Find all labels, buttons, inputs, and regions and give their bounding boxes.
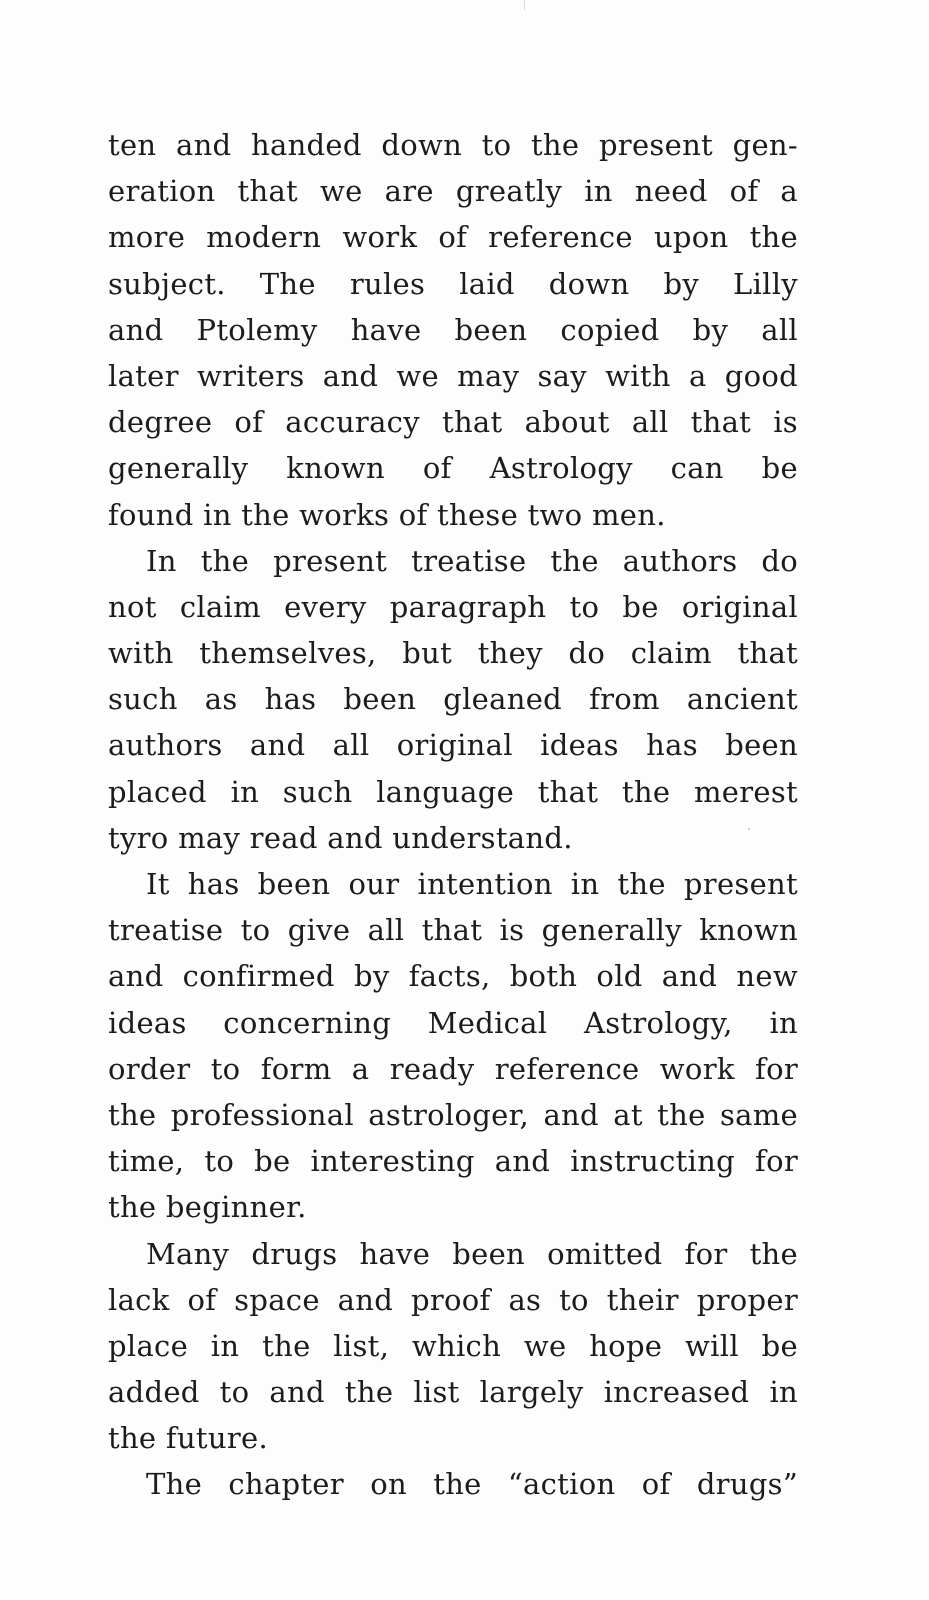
text-line: more modern work of reference upon the — [108, 220, 798, 255]
paragraph-2 — [108, 538, 798, 861]
text-line: degree of accuracy that about all that is — [108, 405, 798, 440]
text-line: added to and the list largely increased in — [108, 1375, 798, 1410]
text-line: place in the list, which we hope will be — [108, 1328, 798, 1363]
text-line: subject. The rules laid down by Lilly — [108, 266, 798, 301]
text-line: found in the works of these two men. — [108, 497, 666, 532]
paragraph-4 — [108, 1231, 798, 1462]
paragraph-5 — [108, 1461, 798, 1507]
text-line: the beginner. — [108, 1190, 307, 1225]
text-line: and Ptolemy have been copied by all — [108, 312, 798, 347]
text-line: the future. — [108, 1421, 268, 1456]
scan-mark — [524, 0, 525, 10]
text-line: later writers and we may say with a good — [108, 358, 798, 393]
text-line: treatise to give all that is generally known — [108, 913, 798, 948]
text-line: tyro may read and understand. — [108, 820, 573, 855]
text-line: generally known of Astrology can be — [108, 451, 798, 486]
paragraph-1 — [108, 122, 798, 538]
text-line: authors and all original ideas has been — [108, 728, 798, 763]
text-line: It has been our intention in the present — [146, 867, 798, 901]
text-line: and confirmed by facts, both old and new — [108, 959, 798, 994]
text-line: with themselves, but they do claim that — [108, 636, 798, 671]
paragraph-3 — [108, 861, 798, 1231]
text-line: order to form a ready reference work for — [108, 1051, 798, 1086]
text-line: not claim every paragraph to be original — [108, 589, 798, 624]
text-line: In the present treatise the authors do — [146, 543, 798, 578]
text-line: The chapter on the “action of drugs” — [146, 1467, 798, 1502]
text-line: eration that we are greatly in need of a — [108, 174, 798, 209]
text-line: time, to be interesting and instructing for — [108, 1144, 798, 1179]
text-line: ideas concerning Medical Astrology, in — [108, 1005, 798, 1040]
text-line: placed in such language that the merest — [108, 774, 798, 809]
body-text — [108, 122, 798, 1508]
text-line: Many drugs have been omitted for the — [146, 1236, 798, 1271]
text-line: such as has been gleaned from ancient — [108, 682, 798, 717]
text-line: lack of space and proof as to their proper — [108, 1282, 798, 1317]
text-line: ten and handed down to the present gen- — [108, 128, 798, 162]
text-line: the professional astrologer, and at the same — [108, 1097, 798, 1132]
